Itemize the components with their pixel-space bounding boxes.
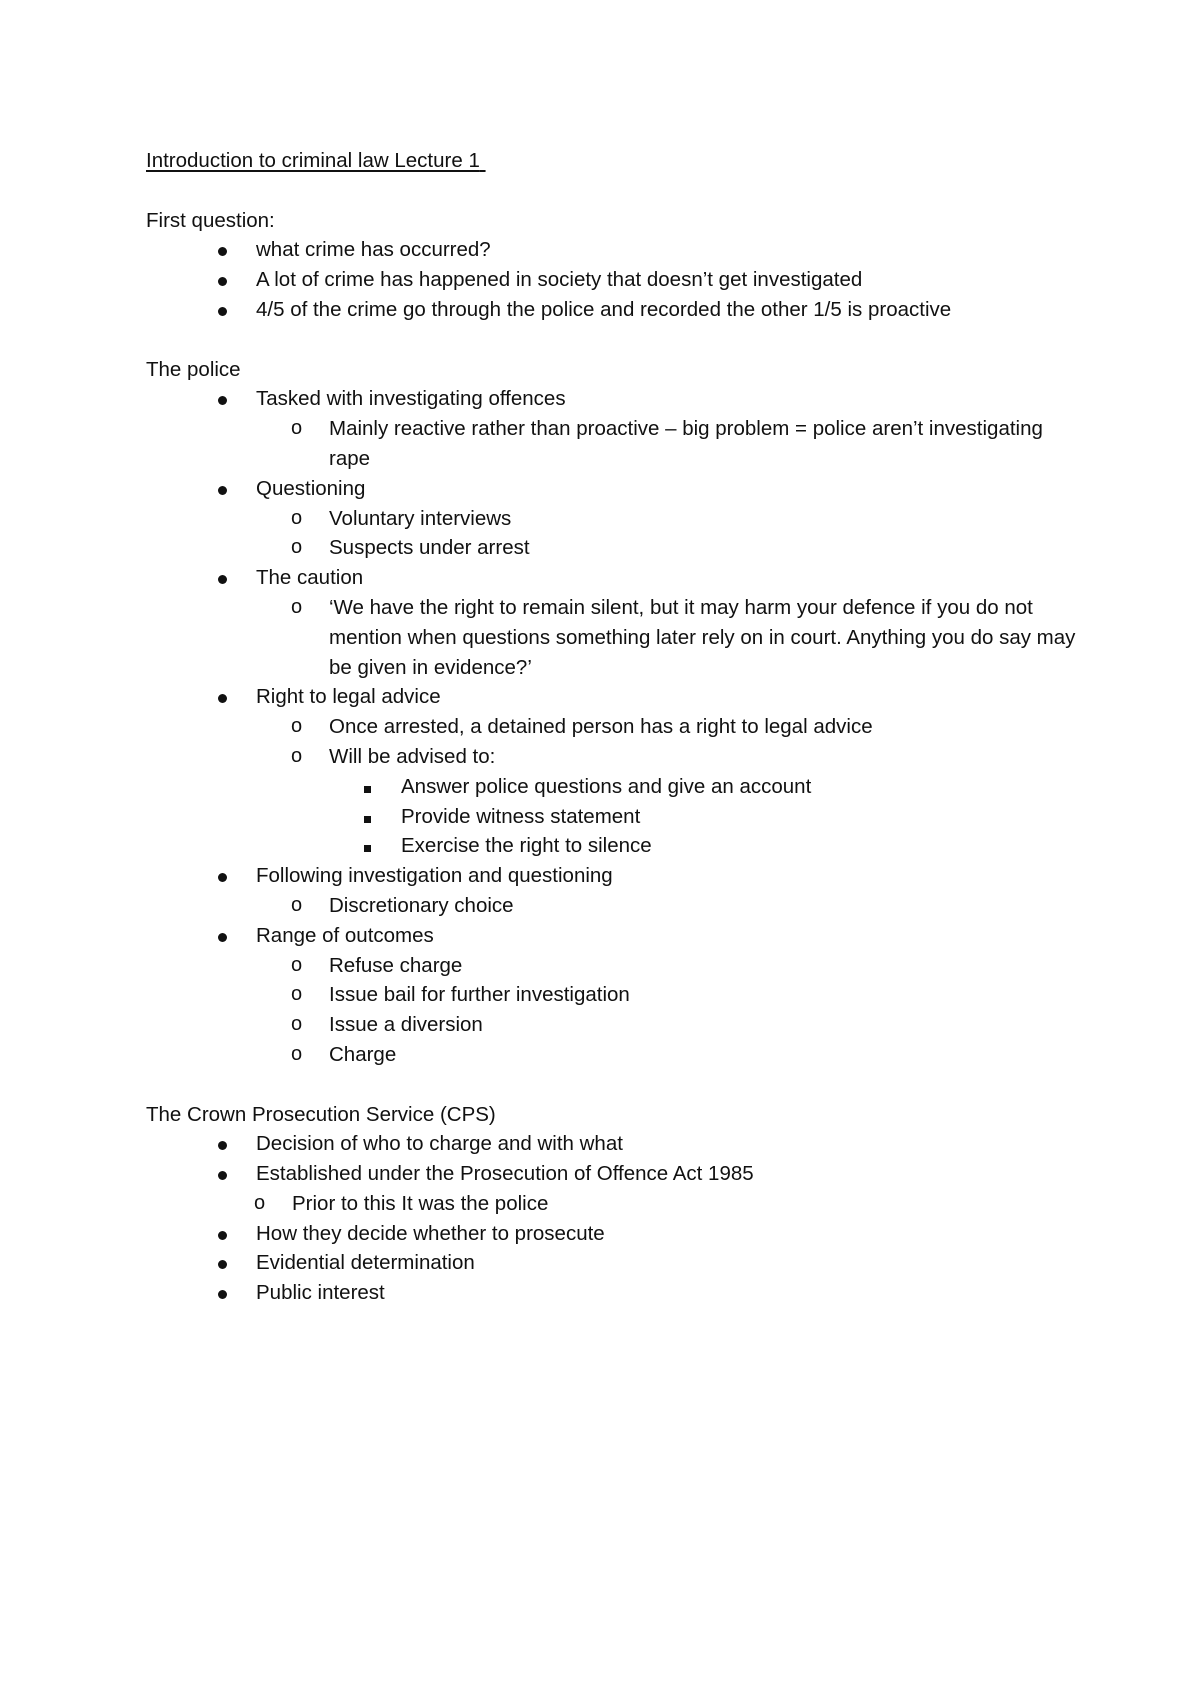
list-item: How they decide whether to prosecute [146,1219,1080,1249]
sub-list-item: o Charge [146,1040,1080,1070]
circle-bullet-icon: o [291,953,303,976]
circle-bullet-icon: o [291,744,303,767]
list-item: The caution [146,563,1080,593]
sub-sub-list-item: Answer police questions and give an account [146,772,1080,802]
list-item: 4/5 of the crime go through the police and recorded the other 1/5 is proactive [146,295,1080,325]
list-item: Following investigation and questioning [146,861,1080,891]
list-item: Right to legal advice [146,682,1080,712]
sub-sub-list-item: Provide witness statement [146,802,1080,832]
bullet-icon [218,861,227,891]
circle-bullet-icon: o [291,715,303,738]
sub-list-item: o Mainly reactive rather than proactive – big problem = police aren’t investigating rape [146,414,1080,474]
sub-list-item: o Voluntary interviews [146,504,1080,534]
square-bullet-icon [364,831,371,861]
list-item: Established under the Prosecution of Offence Act 1985 [146,1159,1080,1189]
cps-heading: The Crown Prosecution Service (CPS) [146,1102,496,1126]
square-bullet-icon [364,802,371,832]
bullet-icon [218,1248,227,1278]
bullet-icon [218,682,227,712]
bullet-icon [218,384,227,414]
bullet-icon [218,295,227,325]
circle-bullet-icon: o [291,893,303,916]
list-item: Evidential determination [146,1248,1080,1278]
sub-list-item: o Suspects under arrest [146,533,1080,563]
list-item: Range of outcomes [146,921,1080,951]
list-item: A lot of crime has happened in society that doesn’t get investigated [146,265,1080,295]
sub-sub-list-item: Exercise the right to silence [146,831,1080,861]
circle-bullet-icon: o [291,417,303,440]
square-bullet-icon [364,772,371,802]
list-item: what crime has occurred? [146,235,1080,265]
bullet-icon [218,1129,227,1159]
circle-bullet-icon: o [291,1042,303,1065]
list-item: Questioning [146,474,1080,504]
sub-list-item: o Discretionary choice [146,891,1080,921]
bullet-icon [218,1219,227,1249]
document-title: Introduction to criminal law Lecture 1 [146,149,480,172]
list-item: Tasked with investigating offences [146,384,1080,414]
bullet-icon [218,474,227,504]
circle-bullet-icon: o [254,1191,266,1214]
bullet-icon [218,563,227,593]
sub-list-item: o Will be advised to: [146,742,1080,772]
police-heading: The police [146,357,241,381]
bullet-icon [218,921,227,951]
bullet-icon [218,235,227,265]
sub-list-item: o Prior to this It was the police [146,1189,1080,1219]
cps-list [146,1129,1080,1308]
list-item: Public interest [146,1278,1080,1308]
circle-bullet-icon: o [291,1013,303,1036]
bullet-icon [218,265,227,295]
first-question-list [146,235,1080,324]
bullet-icon [218,1159,227,1189]
list-item: Decision of who to charge and with what [146,1129,1080,1159]
circle-bullet-icon: o [291,506,303,529]
circle-bullet-icon: o [291,595,303,618]
sub-list-item: o ‘We have the right to remain silent, but it may harm your defence if you do not mention when questions something later rely on in court. Anything you do say may be given in evidence?’ [146,593,1080,682]
bullet-icon [218,1278,227,1308]
sub-list-item: o Once arrested, a detained person has a right to legal advice [146,712,1080,742]
police-list [146,384,1080,1069]
sub-list-item: o Issue a diversion [146,1010,1080,1040]
first-question-heading: First question: [146,208,275,232]
circle-bullet-icon: o [291,983,303,1006]
sub-list-item: o Issue bail for further investigation [146,980,1080,1010]
circle-bullet-icon: o [291,536,303,559]
sub-list-item: o Refuse charge [146,951,1080,981]
